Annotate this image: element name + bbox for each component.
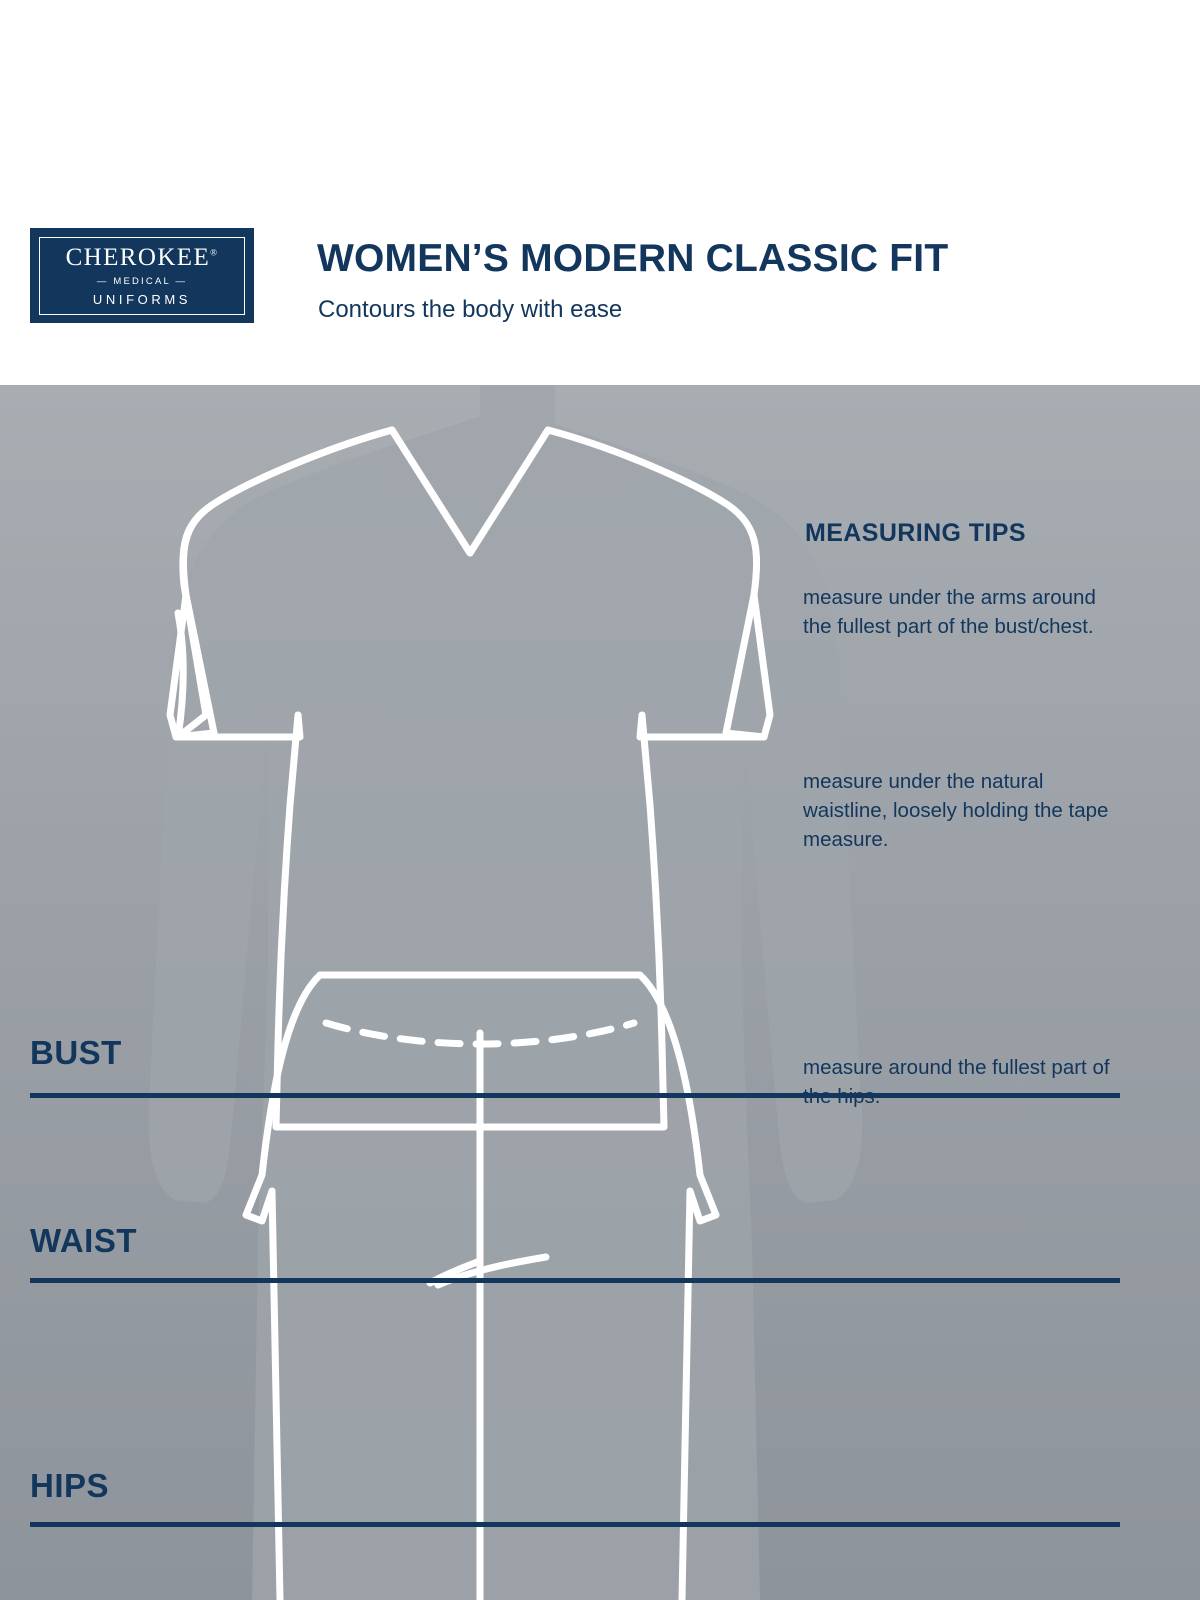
logo-brand-text: CHEROKEE <box>65 244 211 272</box>
logo-brand-name <box>66 245 219 270</box>
tip-bust: measure under the arms around the fullest part of the bust/chest. <box>803 586 1096 639</box>
cherokee-logo <box>30 228 254 323</box>
page-title: WOMEN’S MODERN CLASSIC FIT <box>317 237 949 280</box>
rule-hips <box>30 1522 1120 1527</box>
logo-trademark: ® <box>210 247 219 258</box>
body-figure-svg <box>0 385 1200 1600</box>
rule-waist <box>30 1278 1120 1283</box>
figure-illustration <box>0 385 1200 1600</box>
logo-uniforms-text: UNIFORMS <box>92 291 192 307</box>
tip-hips: measure around the fullest part of the hips. <box>803 1056 1110 1109</box>
label-bust: BUST <box>30 1034 122 1071</box>
page-subtitle: Contours the body with ease <box>318 296 623 323</box>
header <box>0 0 1200 385</box>
label-hips: HIPS <box>30 1467 110 1504</box>
logo-inner-frame <box>39 237 245 315</box>
logo-medical-text: — MEDICAL — <box>96 276 188 288</box>
label-waist: WAIST <box>30 1222 137 1259</box>
tip-waist: measure under the natural waistline, loosely holding the tape measure. <box>803 770 1109 852</box>
measuring-tips-title: MEASURING TIPS <box>805 519 1026 547</box>
